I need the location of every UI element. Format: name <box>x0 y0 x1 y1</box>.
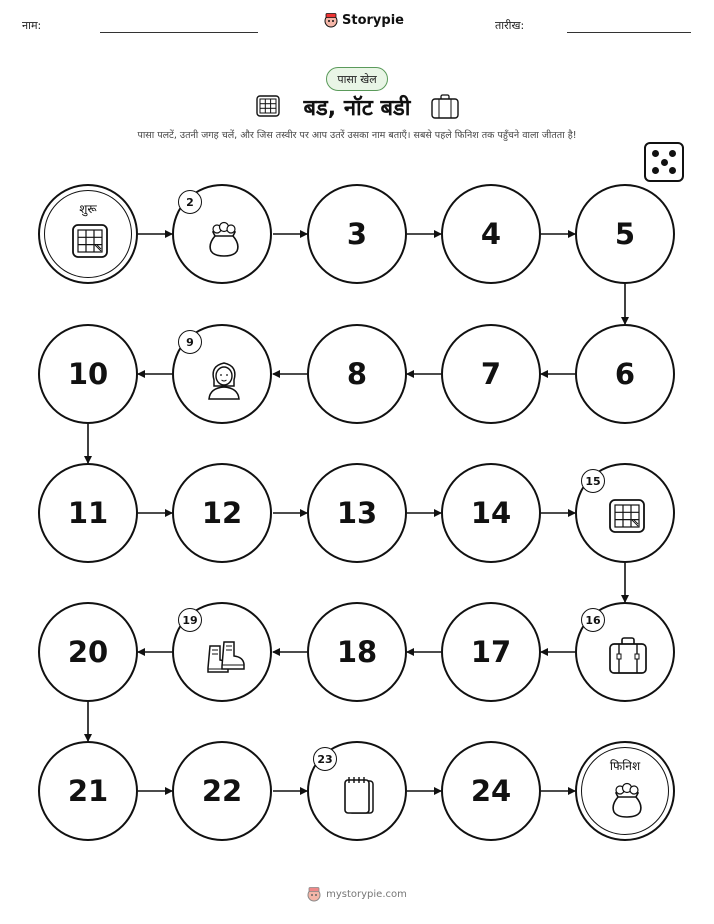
space-number: 10 <box>67 357 109 391</box>
space-number: 22 <box>201 774 243 808</box>
suitcase-icon <box>607 636 649 676</box>
brand-name: Storypie <box>342 12 404 28</box>
space-number: 12 <box>201 496 243 530</box>
finish-label: फिनिश <box>609 759 641 773</box>
space-19[interactable] <box>172 602 272 702</box>
notepad-icon <box>339 775 379 817</box>
space-number: 4 <box>480 217 502 251</box>
space-5[interactable] <box>575 184 675 284</box>
footer <box>0 886 714 902</box>
storypie-mascot-icon <box>307 886 321 902</box>
space-number: 20 <box>67 635 109 669</box>
space-21[interactable] <box>38 741 138 841</box>
space-20[interactable] <box>38 602 138 702</box>
waffle-icon <box>70 222 110 260</box>
space-22[interactable] <box>172 741 272 841</box>
space-number: 9 <box>178 330 202 354</box>
space-2[interactable] <box>172 184 272 284</box>
space-number: 24 <box>470 774 512 808</box>
sack-icon <box>204 218 244 258</box>
space-16[interactable] <box>575 602 675 702</box>
space-17[interactable] <box>441 602 541 702</box>
start-label: शुरू <box>79 202 97 216</box>
space-11[interactable] <box>38 463 138 563</box>
game-type-badge: पासा खेल <box>326 67 388 91</box>
space-number: 7 <box>480 357 502 391</box>
space-number: 15 <box>581 469 605 493</box>
woman-icon <box>204 358 244 400</box>
name-label: नाम: <box>22 19 42 32</box>
space-13[interactable] <box>307 463 407 563</box>
space-number: 21 <box>67 774 109 808</box>
space-number: 16 <box>581 608 605 632</box>
space-number: 11 <box>67 496 109 530</box>
space-14[interactable] <box>441 463 541 563</box>
page-title: बड, नॉट बडी <box>303 96 411 121</box>
boots-icon <box>204 636 248 676</box>
date-label: तारीख: <box>495 19 525 32</box>
space-number: 3 <box>346 217 368 251</box>
space-6[interactable] <box>575 324 675 424</box>
sack-icon <box>607 779 647 819</box>
space-number: 19 <box>178 608 202 632</box>
start-space[interactable] <box>38 184 138 284</box>
space-number: 13 <box>336 496 378 530</box>
space-15[interactable] <box>575 463 675 563</box>
space-12[interactable] <box>172 463 272 563</box>
space-24[interactable] <box>441 741 541 841</box>
space-number: 5 <box>614 217 636 251</box>
space-number: 14 <box>470 496 512 530</box>
space-9[interactable] <box>172 324 272 424</box>
space-3[interactable] <box>307 184 407 284</box>
space-18[interactable] <box>307 602 407 702</box>
finish-space[interactable] <box>575 741 675 841</box>
instructions: पासा पलटें, उतनी जगह चलें, और जिस तस्वीर पर आप उतरें उसका नाम बताएँ। सबसे पहले फिनिश तक पहुँचने वाला जीतता है! <box>137 130 577 141</box>
footer-url[interactable]: mystorypie.com <box>326 888 407 900</box>
space-number: 18 <box>336 635 378 669</box>
space-4[interactable] <box>441 184 541 284</box>
space-23[interactable] <box>307 741 407 841</box>
space-number: 2 <box>178 190 202 214</box>
space-number: 8 <box>346 357 368 391</box>
space-8[interactable] <box>307 324 407 424</box>
space-number: 23 <box>313 747 337 771</box>
space-10[interactable] <box>38 324 138 424</box>
space-7[interactable] <box>441 324 541 424</box>
space-number: 17 <box>470 635 512 669</box>
waffle-icon <box>607 497 647 535</box>
space-number: 6 <box>614 357 636 391</box>
